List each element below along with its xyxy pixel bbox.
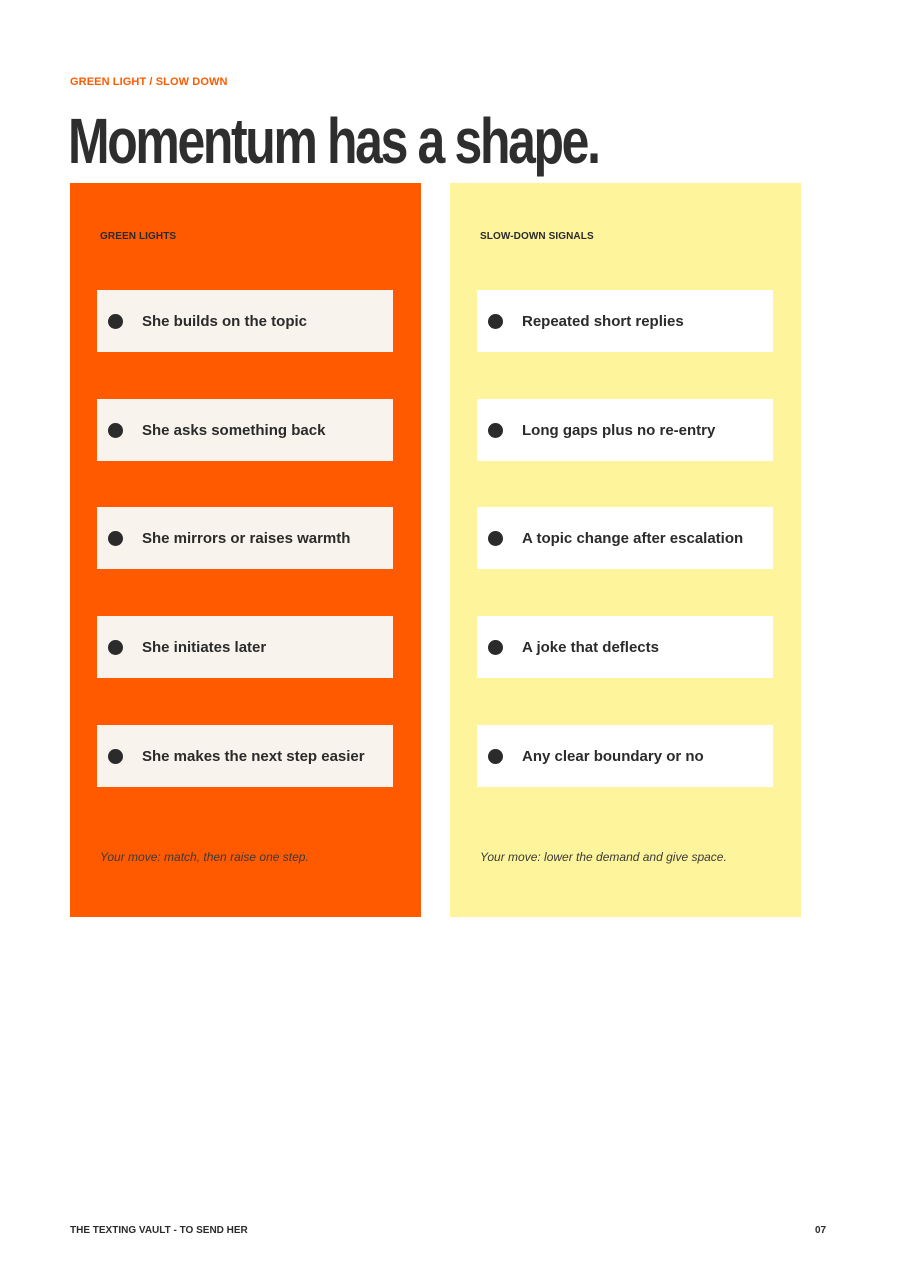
footer-page-number: 07 — [815, 1225, 827, 1236]
bullet-dot-icon — [488, 640, 503, 655]
page-title: Momentum has a shape. — [68, 105, 599, 177]
slow-down-item — [477, 507, 773, 569]
bullet-dot-icon — [488, 314, 503, 329]
bullet-dot-icon — [488, 423, 503, 438]
green-light-item-label: She mirrors or raises warmth — [142, 529, 351, 547]
slow-down-item — [477, 399, 773, 461]
slow-down-item-label: Any clear boundary or no — [522, 747, 704, 765]
slow-down-item-label: Repeated short replies — [522, 312, 684, 330]
green-light-item — [97, 725, 393, 787]
slow-down-item — [477, 616, 773, 678]
bullet-dot-icon — [108, 531, 123, 546]
green-light-item-label: She makes the next step easier — [142, 747, 365, 765]
bullet-dot-icon — [108, 749, 123, 764]
footer-publication-title: THE TEXTING VAULT - TO SEND HER — [70, 1225, 248, 1236]
bullet-dot-icon — [108, 423, 123, 438]
bullet-dot-icon — [488, 749, 503, 764]
green-lights-heading: GREEN LIGHTS — [100, 231, 177, 242]
slow-down-item-label: Long gaps plus no re-entry — [522, 421, 716, 439]
green-light-item-label: She builds on the topic — [142, 312, 307, 330]
slow-down-item-label: A topic change after escalation — [522, 529, 744, 547]
slow-down-item — [477, 725, 773, 787]
green-light-item — [97, 616, 393, 678]
green-move-note: Your move: match, then raise one step. — [100, 850, 309, 864]
slow-down-item-label: A joke that deflects — [522, 638, 659, 656]
green-light-item-label: She initiates later — [142, 638, 267, 656]
green-lights-panel — [70, 183, 421, 917]
bullet-dot-icon — [488, 531, 503, 546]
green-light-item — [97, 507, 393, 569]
section-eyebrow: GREEN LIGHT / SLOW DOWN — [70, 76, 228, 88]
green-light-item — [97, 399, 393, 461]
bullet-dot-icon — [108, 314, 123, 329]
slow-down-item — [477, 290, 773, 352]
slow-down-panel — [450, 183, 801, 917]
green-light-item-label: She asks something back — [142, 421, 326, 439]
slow-move-note: Your move: lower the demand and give space. — [480, 850, 727, 864]
green-light-item — [97, 290, 393, 352]
slow-down-heading: SLOW-DOWN SIGNALS — [480, 231, 594, 242]
bullet-dot-icon — [108, 640, 123, 655]
